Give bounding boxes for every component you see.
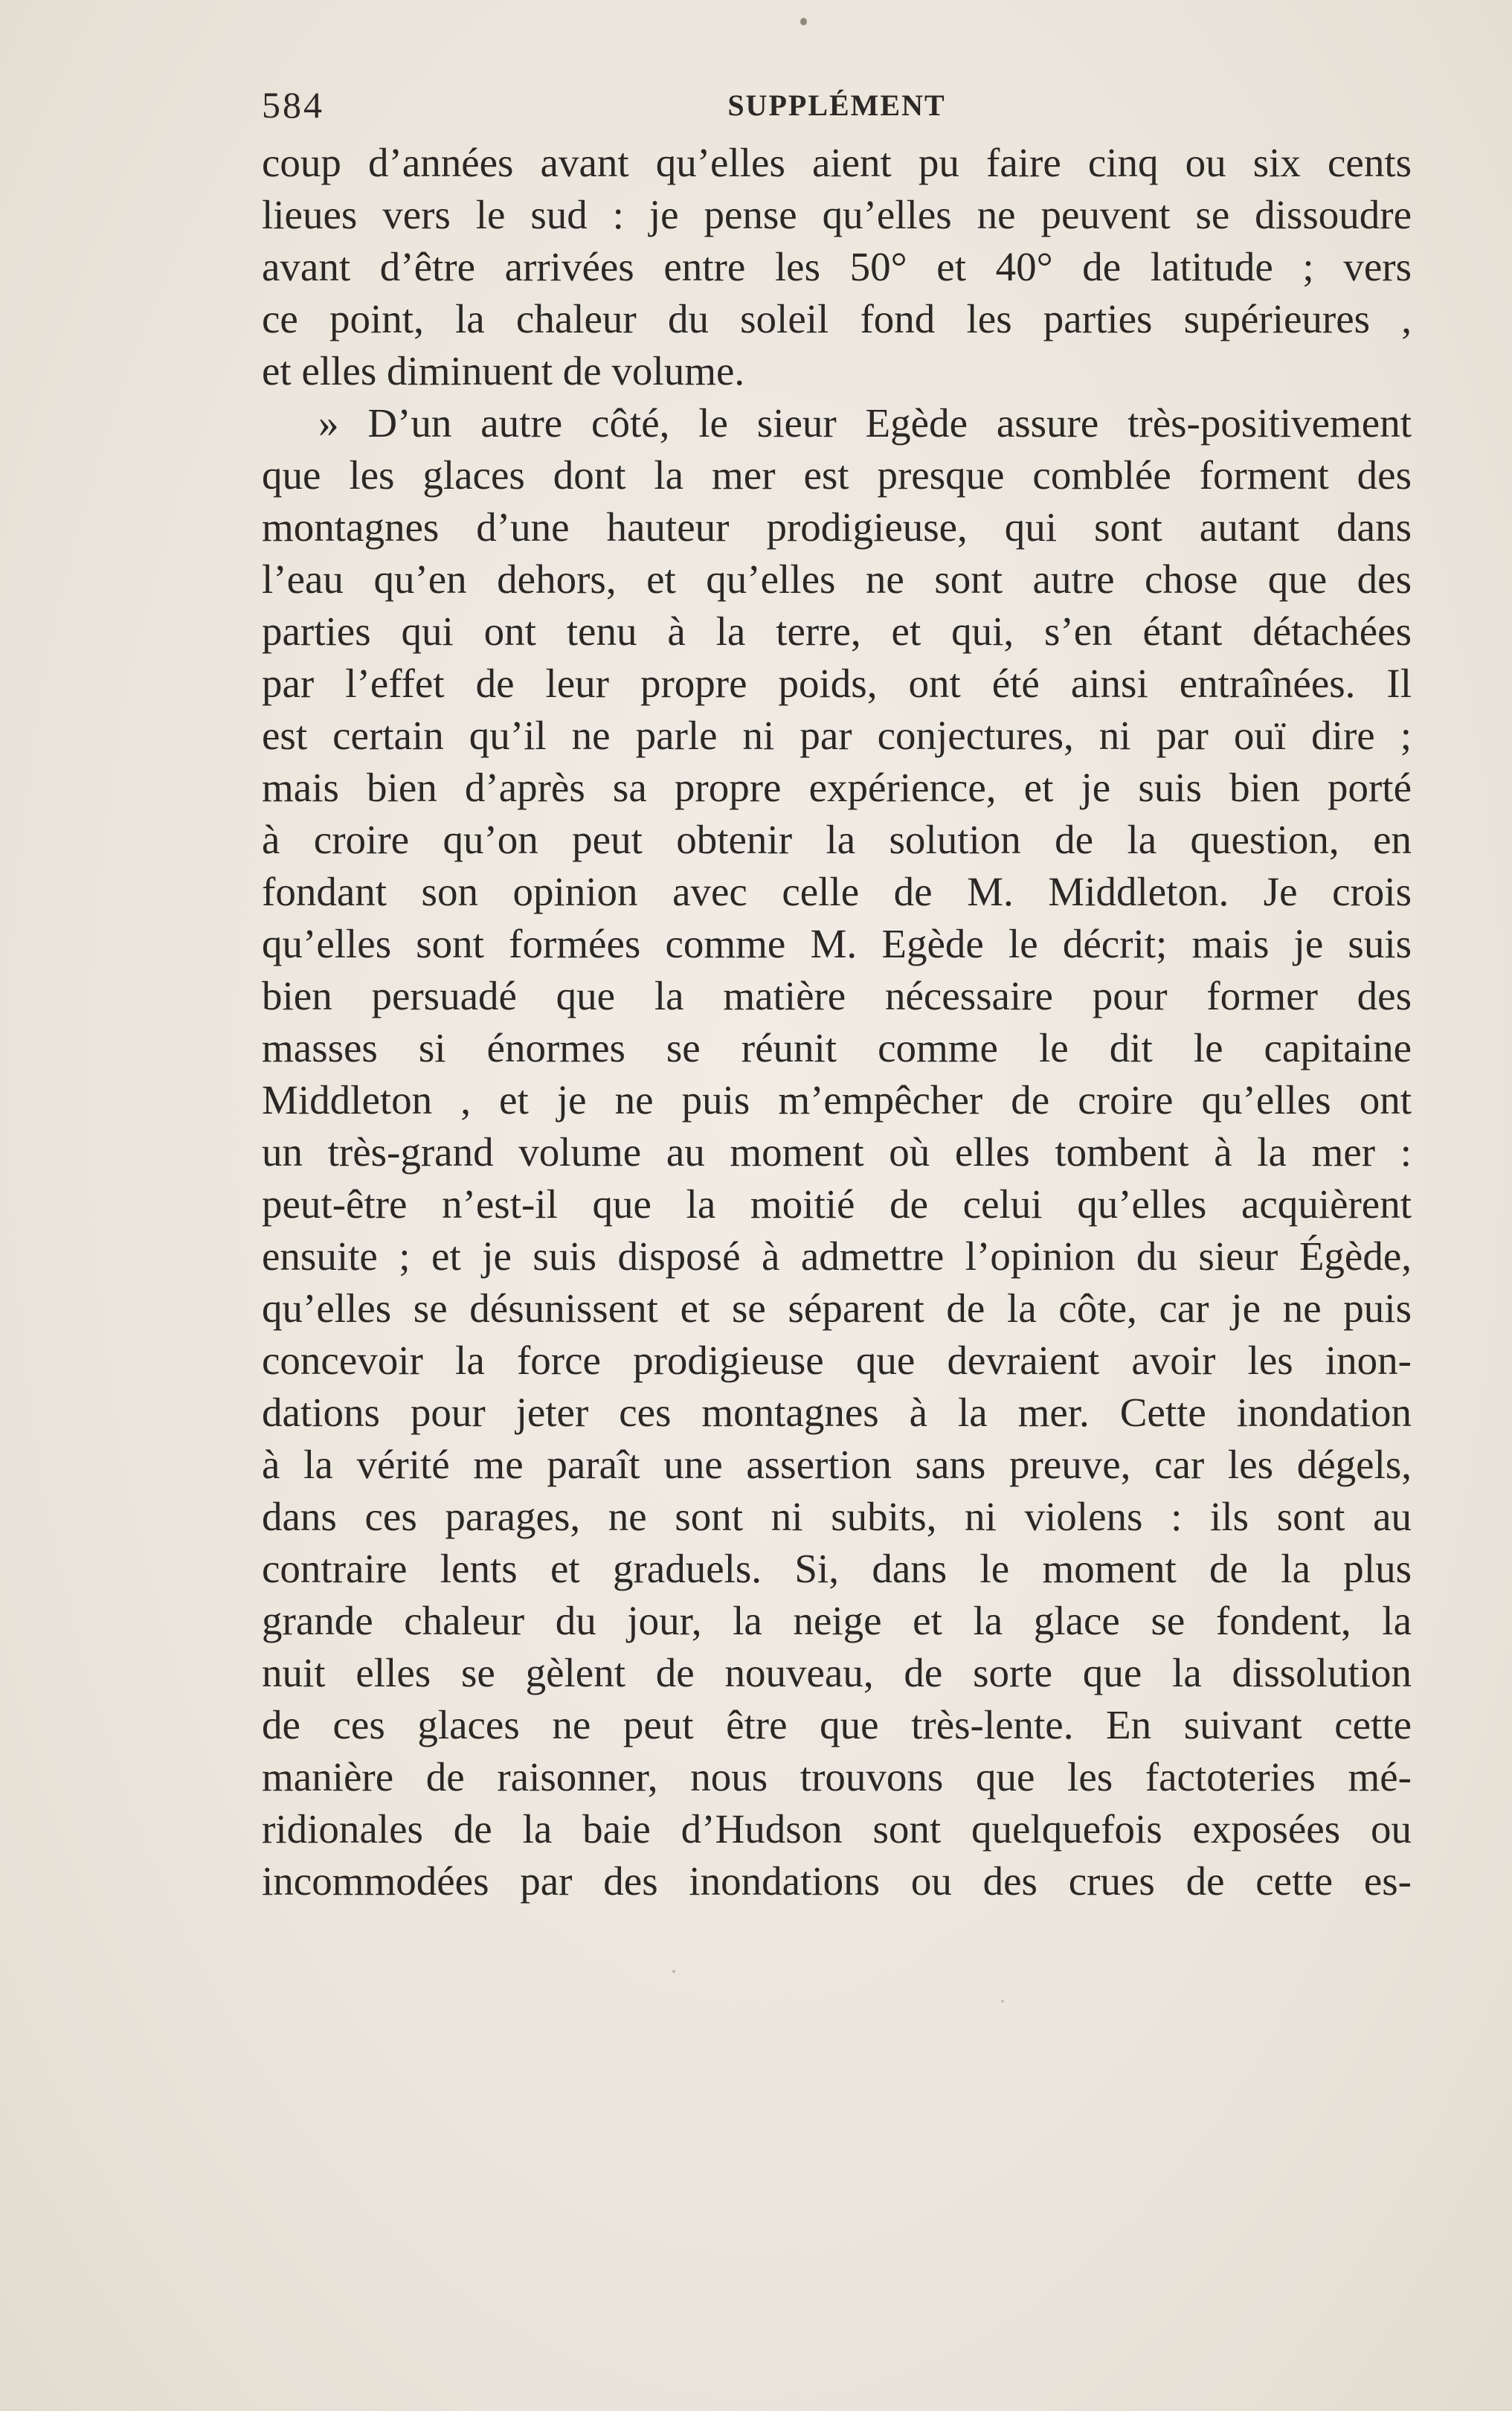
paper-speck: [1001, 2000, 1004, 2003]
text-line: » D’un autre côté, le sieur Egède assure très-positivement: [318, 400, 1412, 446]
page-number: 584: [262, 84, 324, 126]
body-text: [262, 137, 1412, 1907]
text-line: ensuite ; et je suis disposé à admettre l’opinion du sieur Égède,: [262, 1233, 1412, 1279]
text-line: bien persuadé que la matière nécessaire pour former des: [262, 973, 1412, 1018]
text-line: grande chaleur du jour, la neige et la glace se fondent, la: [262, 1598, 1412, 1643]
text-line: fondant son opinion avec celle de M. Middleton. Je crois: [262, 869, 1412, 914]
text-line: à la vérité me paraît une assertion sans preuve, car les dégels,: [262, 1442, 1412, 1487]
text-line: par l’effet de leur propre poids, ont été ainsi entraînées. Il: [262, 661, 1412, 706]
text-line: peut-être n’est-il que la moitié de celui qu’elles acquièrent: [262, 1181, 1412, 1227]
page-header: [262, 83, 1412, 128]
text-line: mais bien d’après sa propre expérience, et je suis bien porté: [262, 765, 1412, 810]
text-line: masses si énormes se réunit comme le dit le capitaine: [262, 1025, 1412, 1070]
text-line: et elles diminuent de volume.: [262, 348, 745, 394]
text-line: de ces glaces ne peut être que très-lente. En suivant cette: [262, 1702, 1412, 1747]
text-line: concevoir la force prodigieuse que devraient avoir les inon-: [262, 1338, 1412, 1383]
text-line: montagnes d’une hauteur prodigieuse, qui sont autant dans: [262, 504, 1412, 550]
text-line: dans ces parages, ne sont ni subits, ni violens : ils sont au: [262, 1494, 1412, 1539]
text-line: nuit elles se gèlent de nouveau, de sorte que la dissolution: [262, 1650, 1412, 1695]
text-line: avant d’être arrivées entre les 50° et 40° de latitude ; vers: [262, 244, 1412, 289]
text-line: manière de raisonner, nous trouvons que les factoteries mé-: [262, 1754, 1412, 1800]
text-line: dations pour jeter ces montagnes à la mer. Cette inondation: [262, 1390, 1412, 1435]
text-line: incommodées par des inondations ou des crues de cette es-: [262, 1858, 1412, 1904]
text-line: lieues vers le sud : je pense qu’elles ne peuvent se dissoudre: [262, 192, 1412, 237]
text-line: ridionales de la baie d’Hudson sont quelquefois exposées ou: [262, 1806, 1412, 1852]
text-line: est certain qu’il ne parle ni par conjectures, ni par ouï dire ;: [262, 713, 1412, 758]
text-line: un très-grand volume au moment où elles tombent à la mer :: [262, 1129, 1412, 1175]
text-line: qu’elles se désunissent et se séparent de la côte, car je ne puis: [262, 1285, 1412, 1331]
text-line: contraire lents et graduels. Si, dans le moment de la plus: [262, 1546, 1412, 1591]
text-line: que les glaces dont la mer est presque comblée forment des: [262, 452, 1412, 498]
text-line: ce point, la chaleur du soleil fond les parties supérieures ,: [262, 296, 1412, 341]
text-line: qu’elles sont formées comme M. Egède le décrit; mais je suis: [262, 921, 1412, 966]
text-line: coup d’années avant qu’elles aient pu faire cinq ou six cents: [262, 140, 1412, 185]
text-line: Middleton , et je ne puis m’empêcher de croire qu’elles ont: [262, 1077, 1412, 1123]
paper-speck: [672, 1970, 675, 1973]
text-line: parties qui ont tenu à la terre, et qui, s’en étant détachées: [262, 609, 1412, 654]
paper-speck: [800, 18, 807, 25]
running-title: SUPPLÉMENT: [727, 89, 946, 122]
text-line: l’eau qu’en dehors, et qu’elles ne sont autre chose que des: [262, 556, 1412, 602]
text-line: à croire qu’on peut obtenir la solution de la question, en: [262, 817, 1412, 862]
